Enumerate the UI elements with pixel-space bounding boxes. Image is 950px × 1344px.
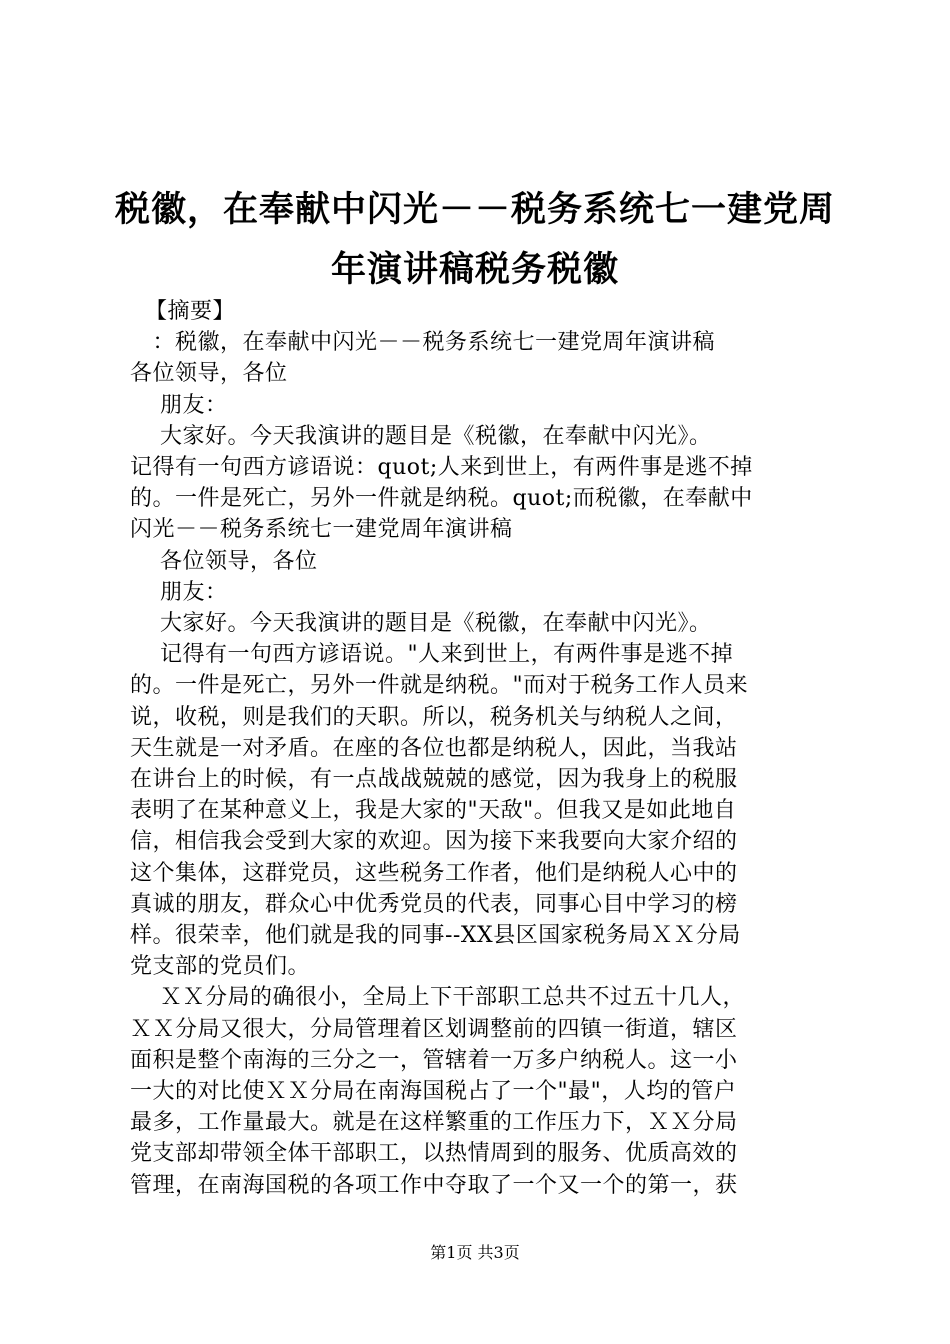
body-line: 朋友：: [130, 579, 228, 605]
body-line: 表明了在某种意义上，我是大家的"天敌"。但我又是如此地自: [130, 798, 737, 824]
body-line: 的。一件是死亡，另外一件就是纳税。"而对于税务工作人员来: [130, 673, 749, 699]
document-title-line-2: 年演讲稿税务税徽: [330, 250, 619, 290]
body-line: 样。很荣幸，他们就是我的同事--XX县区国家税务局ＸＸ分局: [130, 923, 741, 949]
body-line: 党支部却带领全体干部职工，以热情周到的服务、优质高效的: [130, 1141, 738, 1167]
body-line: 管理，在南海国税的各项工作中夺取了一个又一个的第一，获: [130, 1172, 738, 1198]
body-line: 的。一件是死亡，另外一件就是纳税。quot;而税徽，在奉献中: [130, 486, 753, 512]
body-line: 大家好。今天我演讲的题目是《税徽，在奉献中闪光》。: [130, 423, 712, 449]
body-line: 各位领导，各位: [130, 548, 318, 574]
body-line: 记得有一句西方谚语说。"人来到世上，有两件事是逃不掉: [130, 642, 734, 668]
page-number-footer: 第1页 共3页: [430, 1243, 520, 1262]
body-line: ＸＸ分局的确很小，全局上下干部职工总共不过五十几人，: [130, 985, 745, 1011]
document-body: [130, 296, 830, 1201]
body-line: 天生就是一对矛盾。在座的各位也都是纳税人，因此，当我站: [130, 735, 738, 761]
body-line: ：税徽，在奉献中闪光－－税务系统七一建党周年演讲稿: [130, 330, 715, 356]
body-line: 真诚的朋友，群众心中优秀党员的代表，同事心目中学习的榜: [130, 891, 738, 917]
body-line: 闪光－－税务系统七一建党周年演讲稿: [130, 517, 513, 543]
body-line: 说，收税，则是我们的天职。所以，税务机关与纳税人之间，: [130, 704, 738, 730]
body-line: ＸＸ分局又很大，分局管理着区划调整前的四镇一街道，辖区: [130, 1016, 738, 1042]
body-line: 大家好。今天我演讲的题目是《税徽，在奉献中闪光》。: [130, 611, 712, 637]
body-line: 各位领导，各位: [130, 361, 288, 387]
body-line: 记得有一句西方谚语说：quot;人来到世上，有两件事是逃不掉: [130, 455, 753, 481]
body-line: 最多，工作量最大。就是在这样繁重的工作压力下，ＸＸ分局: [130, 1110, 738, 1136]
body-line: 面积是整个南海的三分之一，管辖着一万多户纳税人。这一小: [130, 1047, 738, 1073]
document-title-line-1: 税徽，在奉献中闪光－－税务系统七一建党周: [114, 190, 835, 230]
body-line: 一大的对比使ＸＸ分局在南海国税占了一个"最"，人均的管户: [130, 1079, 737, 1105]
body-line: 【摘要】: [130, 299, 235, 324]
body-line: 在讲台上的时候，有一点战战兢兢的感觉，因为我身上的税服: [130, 767, 738, 793]
body-line: 朋友：: [130, 392, 228, 418]
body-line: 党支部的党员们。: [130, 954, 311, 980]
body-line: 这个集体，这群党员，这些税务工作者，他们是纳税人心中的: [130, 860, 738, 886]
body-line: 信，相信我会受到大家的欢迎。因为接下来我要向大家介绍的: [130, 829, 738, 855]
